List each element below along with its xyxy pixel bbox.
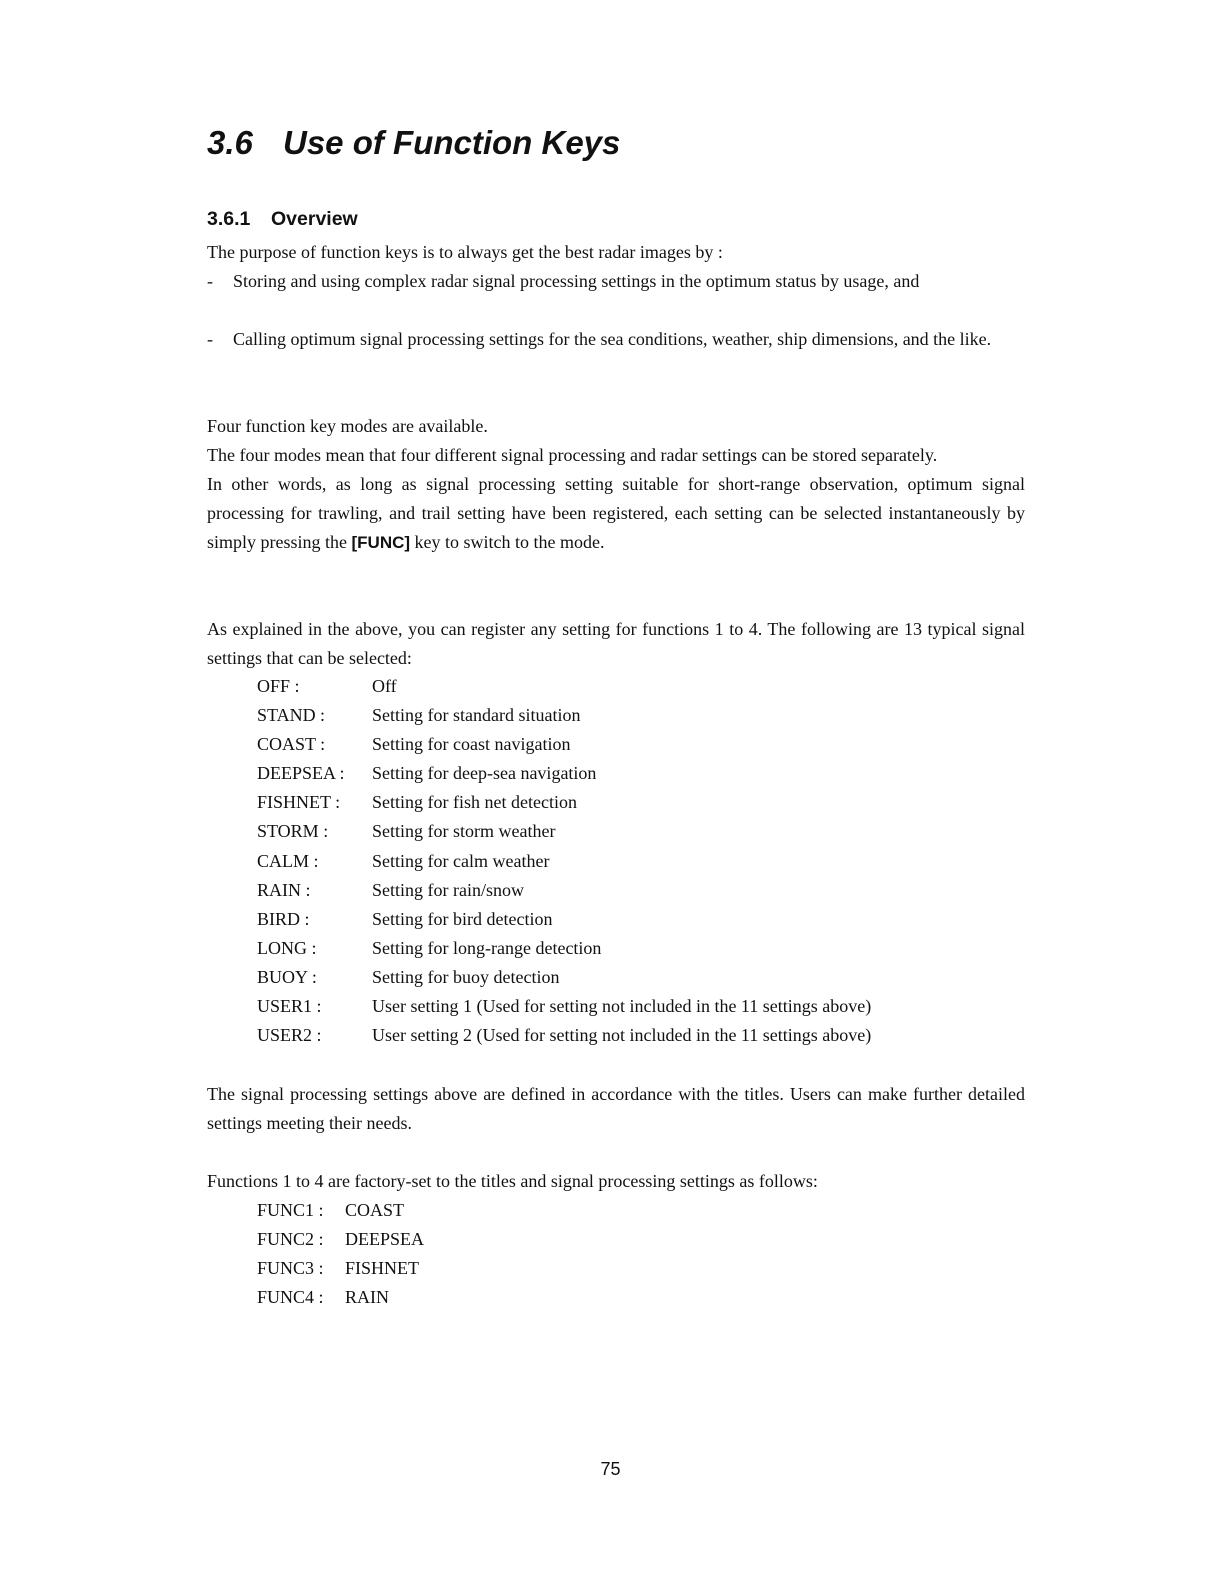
setting-code: OFF : <box>257 676 300 696</box>
func-code: FUNC3 : <box>257 1258 324 1278</box>
list-item <box>257 788 1017 817</box>
setting-desc: User setting 2 (Used for setting not included in the 11 settings above) <box>372 1025 872 1046</box>
setting-desc: Setting for buoy detection <box>372 966 560 987</box>
modes-text: key to switch to the mode. <box>410 532 605 552</box>
section-number: 3.6 <box>207 124 253 161</box>
bullet-dash: - <box>207 329 213 349</box>
list-item <box>257 1021 1017 1050</box>
func-value: DEEPSEA <box>345 1229 425 1249</box>
subsection-title: Overview <box>271 208 358 230</box>
list-item <box>257 963 1017 992</box>
setting-code: BUOY : <box>257 966 317 987</box>
setting-desc: Setting for rain/snow <box>372 879 524 900</box>
modes-line <box>207 470 1025 557</box>
list-item <box>257 1283 657 1312</box>
section-heading <box>207 124 620 162</box>
list-item <box>257 1254 657 1283</box>
setting-desc: Setting for calm weather <box>372 850 550 871</box>
list-item <box>257 934 1017 963</box>
list-item <box>257 730 1017 759</box>
list-item <box>257 847 1017 876</box>
list-item <box>257 1196 657 1225</box>
setting-desc: Setting for standard situation <box>372 705 581 726</box>
page-number: 75 <box>600 1459 621 1479</box>
setting-code: STORM : <box>257 821 329 842</box>
setting-code: LONG : <box>257 937 317 958</box>
modes-line: The four modes mean that four different signal processing and radar settings can be stored separately. <box>207 445 938 465</box>
setting-desc: Setting for bird detection <box>372 908 553 929</box>
list-item <box>257 672 1017 701</box>
setting-desc: Setting for fish net detection <box>372 792 577 813</box>
setting-code: CALM : <box>257 850 319 871</box>
section-title: Use of Function Keys <box>283 124 621 161</box>
setting-code: USER2 : <box>257 1025 322 1046</box>
func-code: FUNC1 : <box>257 1200 324 1220</box>
list-item <box>257 876 1017 905</box>
bullet-dash: - <box>207 271 213 291</box>
intro-paragraph: The purpose of function keys is to always get the best radar images by : <box>207 242 723 262</box>
modes-text: In other words, as long as signal processing setting suitable for short-range observation, optimum signal processing for trawling, and trail setting have been registered, each setting can be selected instantaneously by simply pressing the <box>207 474 1025 552</box>
list-item <box>257 992 1017 1021</box>
bullet-item <box>207 267 1025 296</box>
setting-code: RAIN : <box>257 879 311 900</box>
list-item <box>257 1225 657 1254</box>
modes-paragraph <box>207 412 1025 557</box>
func-value: COAST <box>345 1200 405 1220</box>
setting-desc: Setting for long-range detection <box>372 937 602 958</box>
list-item <box>257 759 1017 788</box>
setting-desc: Off <box>372 676 397 696</box>
setting-code: STAND : <box>257 705 326 726</box>
func-key-label: [FUNC] <box>351 533 411 552</box>
defined-paragraph: The signal processing settings above are defined in accordance with the titles. Users can make further detailed settings meeting their needs. <box>207 1084 1025 1133</box>
setting-code: BIRD : <box>257 908 310 929</box>
factory-func-list <box>257 1196 657 1312</box>
setting-code: USER1 : <box>257 996 322 1017</box>
subsection-heading <box>207 208 358 231</box>
setting-code: FISHNET : <box>257 792 341 813</box>
setting-desc: Setting for deep-sea navigation <box>372 763 597 784</box>
func-value: RAIN <box>345 1287 389 1307</box>
setting-code: COAST : <box>257 734 326 755</box>
func-code: FUNC2 : <box>257 1229 324 1249</box>
subsection-number: 3.6.1 <box>207 208 251 230</box>
list-item <box>257 817 1017 846</box>
func-value: FISHNET <box>345 1258 420 1278</box>
bullet-text: Calling optimum signal processing settings for the sea conditions, weather, ship dimensions, and the like. <box>233 329 992 349</box>
factory-paragraph: Functions 1 to 4 are factory-set to the titles and signal processing settings as follows: <box>207 1171 818 1191</box>
modes-line: Four function key modes are available. <box>207 416 488 436</box>
setting-desc: Setting for storm weather <box>372 821 556 842</box>
setting-desc: Setting for coast navigation <box>372 734 571 755</box>
setting-code: DEEPSEA : <box>257 763 345 784</box>
func-code: FUNC4 : <box>257 1287 324 1307</box>
list-item <box>257 701 1017 730</box>
setting-desc: User setting 1 (Used for setting not included in the 11 settings above) <box>372 996 872 1017</box>
bullet-text: Storing and using complex radar signal processing settings in the optimum status by usage, and <box>233 271 920 291</box>
list-item <box>257 905 1017 934</box>
bullet-item <box>207 325 1025 354</box>
settings-list <box>257 672 1017 1050</box>
register-paragraph: As explained in the above, you can register any setting for functions 1 to 4. The following are 13 typical signal settings that can be selected: <box>207 619 1025 668</box>
